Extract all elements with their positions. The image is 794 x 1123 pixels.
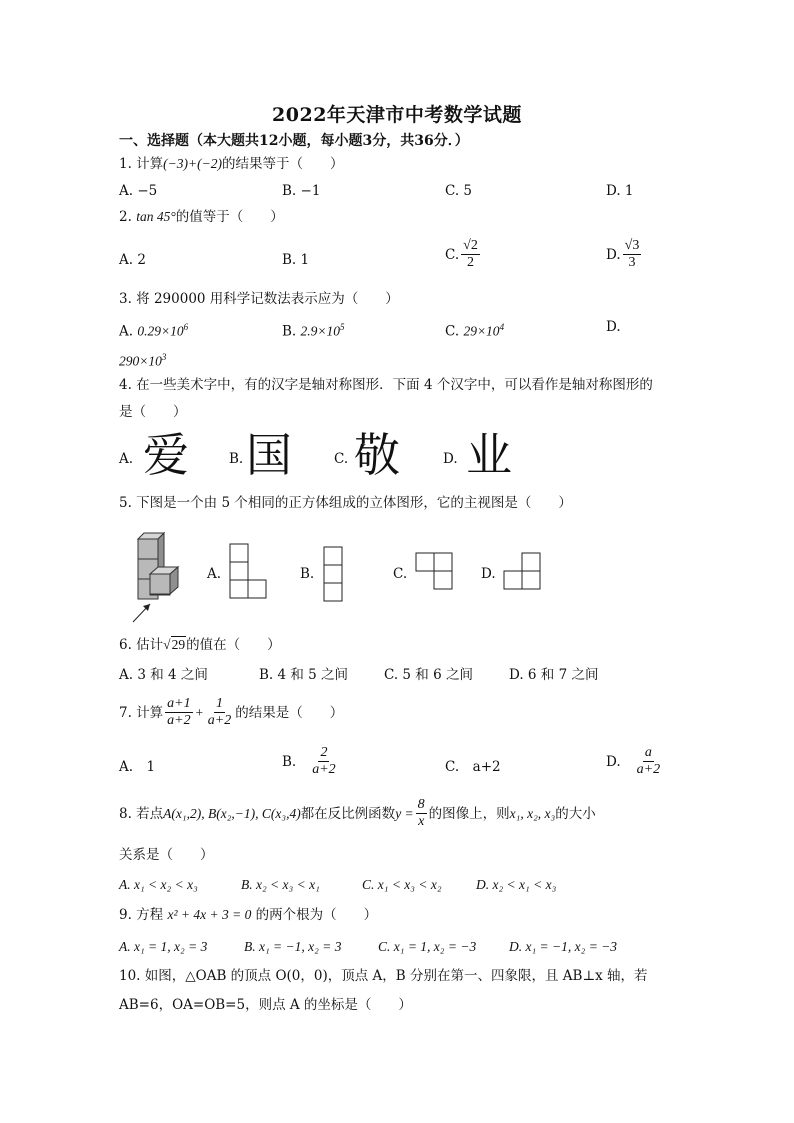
q3-option-b[interactable]	[282, 318, 345, 341]
q4-option-a-char: 爱	[143, 428, 189, 482]
q7-option-d-fraction	[635, 745, 662, 778]
fraction-numerator: a	[644, 745, 652, 760]
q7-option-c[interactable]: C. a+2	[445, 759, 501, 775]
edge	[150, 594, 170, 595]
q8-option-b[interactable]: B. x₂ < x₃ < x₁	[241, 877, 320, 892]
q9-stem-suffix: 的两个根为（ ）	[255, 907, 378, 923]
q3-option-c-exponent: 4	[499, 322, 505, 332]
question-6-stem	[119, 636, 281, 654]
q5-option-a-view	[228, 542, 268, 600]
question-4-stem-line2: 是（ ）	[119, 404, 187, 420]
q3-option-d-exponent: 3	[161, 352, 167, 362]
q5-option-d-label[interactable]: D.	[481, 566, 496, 582]
q3-option-a-exponent: 6	[183, 322, 189, 332]
q7-stem-suffix: 的结果是（ ）	[235, 704, 344, 721]
q9-stem-prefix: 9. 方程	[119, 907, 164, 923]
q9-option-c[interactable]: C. x₁ = 1, x₂ = −3	[378, 939, 477, 954]
cube-front-face	[150, 574, 170, 594]
q3-option-d-value[interactable]	[119, 348, 166, 371]
fraction-numerator: √3	[624, 238, 640, 253]
question-1-stem	[119, 155, 343, 173]
q6-option-c[interactable]: C. 5 和 6 之间	[384, 667, 473, 683]
q7-fraction-1	[165, 696, 192, 729]
q2-option-a[interactable]: A. 2	[119, 252, 146, 268]
q2-option-d[interactable]	[606, 238, 643, 271]
fraction-numerator: 2	[320, 745, 328, 760]
q1-option-d[interactable]: D. 1	[606, 183, 634, 199]
q8-option-a[interactable]: A. x₁ < x₂ < x₃	[119, 877, 198, 892]
q4-option-d-char: 业	[466, 428, 512, 482]
q2-option-b[interactable]: B. 1	[282, 252, 310, 268]
q3-option-c[interactable]	[445, 318, 504, 341]
q4-option-a-label[interactable]: A.	[119, 451, 134, 467]
q2-stem-prefix: 2.	[119, 209, 132, 225]
q3-option-b-mantissa: 2.9×10	[300, 323, 341, 339]
q7-option-b[interactable]	[282, 745, 340, 778]
section-heading: 一、选择题（本大题共12小题，每小题3分，共36分．）	[119, 133, 469, 149]
q8-stem-end: 的大小	[555, 805, 596, 822]
fraction-numerator: √2	[463, 238, 478, 253]
q8-stem-middle: 都在反比例函数	[300, 805, 396, 822]
fraction-numerator: 8	[417, 797, 425, 812]
fraction-denominator: a+2	[312, 762, 336, 777]
q6-stem-prefix: 6. 估计	[119, 637, 164, 653]
question-8-stem-line2: 关系是（ ）	[119, 847, 214, 863]
q8-function-lhs: y =	[395, 805, 414, 821]
q2-expression: tan 45°	[136, 209, 176, 224]
q8-stem-prefix: 8. 若点	[119, 805, 164, 822]
q3-option-b-exponent: 5	[340, 322, 345, 332]
q7-fraction-2	[206, 696, 233, 729]
q5-option-a-label[interactable]: A.	[207, 566, 222, 582]
q9-option-d[interactable]: D. x₁ = −1, x₂ = −3	[509, 939, 618, 954]
q3-option-a-mantissa: 0.29×10	[137, 323, 184, 339]
q7-stem-prefix: 7. 计算	[119, 704, 164, 721]
q9-option-b[interactable]: B. x₁ = −1, x₂ = 3	[244, 939, 342, 954]
q8-stem-suffix: 的图像上，则	[428, 805, 510, 822]
q2-stem-suffix: 的值等于（ ）	[175, 209, 284, 225]
q6-option-d[interactable]: D. 6 和 7 之间	[509, 667, 599, 683]
fraction-denominator: 2	[466, 255, 474, 270]
q1-option-a[interactable]: A. −5	[119, 183, 158, 199]
q7-option-d[interactable]	[606, 745, 664, 778]
q5-option-b-view	[322, 545, 344, 603]
q5-option-d-view	[502, 551, 542, 591]
question-5-stem: 5. 下图是一个由 5 个相同的正方体组成的立体图形，它的主视图是（ ）	[119, 495, 572, 511]
question-10-stem-line1: 10. 如图，△OAB 的顶点 O(0，0)，顶点 A，B 分别在第一、四象限，且 AB⊥x 轴，若	[119, 968, 648, 984]
question-7-stem	[119, 696, 343, 729]
q5-option-c-label[interactable]: C.	[393, 566, 408, 582]
page-title: 2022年天津市中考数学试题	[272, 104, 522, 126]
fraction-numerator: 1	[215, 696, 223, 711]
q3-option-c-mantissa: 29×10	[463, 323, 500, 339]
fraction-numerator: a+1	[167, 696, 191, 711]
question-2-stem	[119, 208, 284, 226]
q8-option-c[interactable]: C. x₁ < x₃ < x₂	[362, 877, 442, 892]
q7-option-a[interactable]: A. 1	[119, 759, 156, 775]
q3-option-d-mantissa: 290×10	[119, 353, 162, 369]
q3-option-b-label: B.	[282, 323, 297, 340]
fraction-denominator: 3	[628, 255, 636, 270]
q2-option-c-label: C.	[445, 246, 460, 263]
q4-option-c-char: 敬	[354, 428, 400, 482]
q8-function-fraction	[416, 797, 427, 830]
plus-sign: +	[194, 704, 204, 720]
q1-option-b[interactable]: B. −1	[282, 183, 321, 199]
q8-variables: x₁, x₂, x₃	[509, 805, 556, 821]
q4-option-d-label[interactable]: D.	[443, 451, 458, 467]
q1-expression: (−3)+(−2)	[163, 156, 222, 171]
q2-option-c-fraction	[461, 238, 480, 271]
q7-option-d-label: D.	[606, 753, 621, 770]
question-3-stem: 3. 将 290000 用科学记数法表示应为（ ）	[119, 291, 399, 307]
question-4-stem-line1: 4. 在一些美术字中，有的汉字是轴对称图形．下面 4 个汉字中，可以看作是轴对称图形的	[119, 377, 653, 393]
fraction-denominator: a+2	[636, 762, 661, 777]
fraction-denominator: x	[418, 814, 425, 829]
q1-stem-prefix: 1. 计算	[119, 156, 164, 172]
q6-stem-suffix: 的值在（ ）	[186, 637, 281, 653]
question-8-stem-line1	[119, 797, 596, 830]
q4-option-b-label[interactable]: B.	[229, 451, 244, 467]
q2-option-d-label: D.	[606, 246, 621, 263]
q5-solid-figure	[128, 524, 194, 626]
q9-option-a[interactable]: A. x₁ = 1, x₂ = 3	[119, 939, 208, 954]
q3-option-d-label[interactable]: D.	[606, 319, 621, 335]
q6-option-b[interactable]: B. 4 和 5 之间	[259, 667, 349, 683]
question-10-stem-line2: AB=6，OA=OB=5，则点 A 的坐标是（ ）	[119, 997, 412, 1013]
q7-option-b-label: B.	[282, 753, 297, 770]
q3-option-a-label: A.	[119, 323, 134, 340]
q4-option-b-char: 国	[246, 428, 292, 482]
cube-front-face	[138, 539, 158, 559]
q2-option-d-fraction	[623, 238, 642, 271]
q5-option-b-label[interactable]: B.	[300, 566, 315, 582]
q6-option-a[interactable]: A. 3 和 4 之间	[119, 667, 208, 683]
q3-option-a[interactable]	[119, 318, 188, 341]
q8-points: A(x₁,2), B(x₂,−1), C(x₃,4)	[163, 805, 301, 821]
q8-option-d[interactable]: D. x₂ < x₁ < x₃	[476, 877, 557, 892]
fraction-denominator: a+2	[167, 713, 191, 728]
q5-option-c-view	[414, 551, 454, 591]
question-9-stem	[119, 906, 377, 924]
q2-option-c[interactable]	[445, 238, 482, 271]
q1-stem-suffix: 的结果等于（ ）	[221, 156, 344, 172]
q7-option-b-fraction	[310, 745, 337, 778]
q6-radicand: 29	[171, 637, 186, 652]
q4-option-c-label[interactable]: C.	[334, 451, 349, 467]
q3-option-c-label: C.	[445, 323, 460, 340]
sqrt-symbol: √	[163, 637, 171, 652]
q9-equation: x² + 4x + 3 = 0	[167, 907, 252, 922]
fraction-denominator: a+2	[207, 713, 232, 728]
q1-option-c[interactable]: C. 5	[445, 183, 473, 199]
